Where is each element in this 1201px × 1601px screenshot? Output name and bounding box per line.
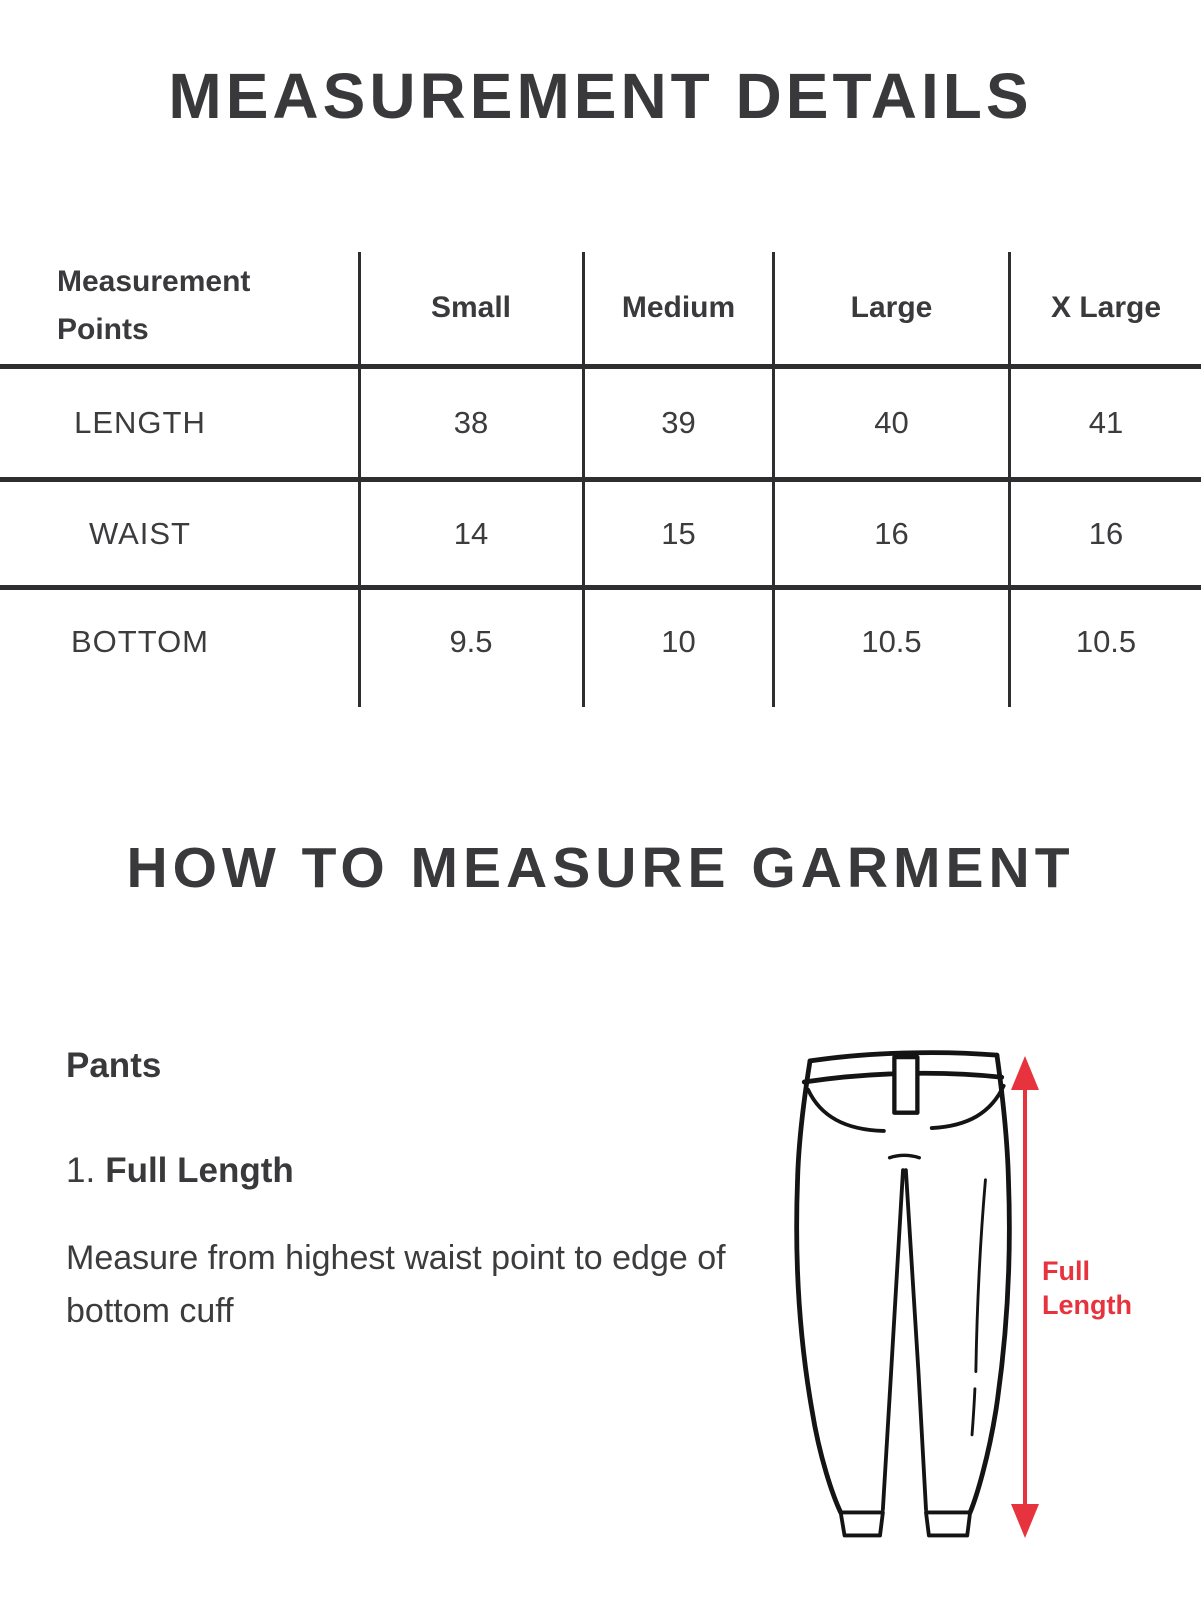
cell-length-medium: 39 [661, 405, 696, 440]
column-header-large: Large [850, 291, 933, 324]
table-corner-header: Measurement Points [57, 265, 251, 346]
column-header-medium: Medium [621, 291, 736, 324]
step-description: Measure from highest waist point to edge of bottom cuff [66, 1239, 726, 1330]
pants-illustration [786, 1036, 1020, 1546]
garment-label: Pants [66, 1046, 162, 1085]
page-title: MEASUREMENT DETAILS [168, 60, 1033, 132]
step-heading [66, 1151, 294, 1191]
step-title: Full Length [105, 1151, 294, 1190]
cell-waist-xlarge: 16 [1088, 516, 1124, 551]
column-header-small: Small [430, 291, 512, 324]
step-number: 1. [66, 1151, 96, 1190]
cell-bottom-xlarge: 10.5 [1075, 624, 1137, 659]
cell-bottom-large: 10.5 [861, 624, 922, 659]
cell-waist-small: 14 [453, 516, 489, 551]
column-header-xlarge: X Large [1050, 291, 1162, 324]
full-length-arrow-icon [1004, 1054, 1046, 1540]
cell-bottom-medium: 10 [661, 624, 696, 659]
cell-bottom-small: 9.5 [449, 624, 493, 659]
row-label-waist: WAIST [88, 516, 191, 551]
cell-length-large: 40 [874, 405, 909, 440]
cell-waist-large: 16 [874, 516, 909, 551]
section-title: HOW TO MEASURE GARMENT [126, 836, 1075, 900]
cell-waist-medium: 15 [661, 516, 696, 551]
full-length-arrow-label: Full Length [1042, 1256, 1132, 1320]
cell-length-xlarge: 41 [1088, 405, 1124, 440]
row-label-bottom: BOTTOM [70, 624, 210, 659]
cell-length-small: 38 [453, 405, 489, 440]
row-label-length: LENGTH [74, 405, 206, 440]
